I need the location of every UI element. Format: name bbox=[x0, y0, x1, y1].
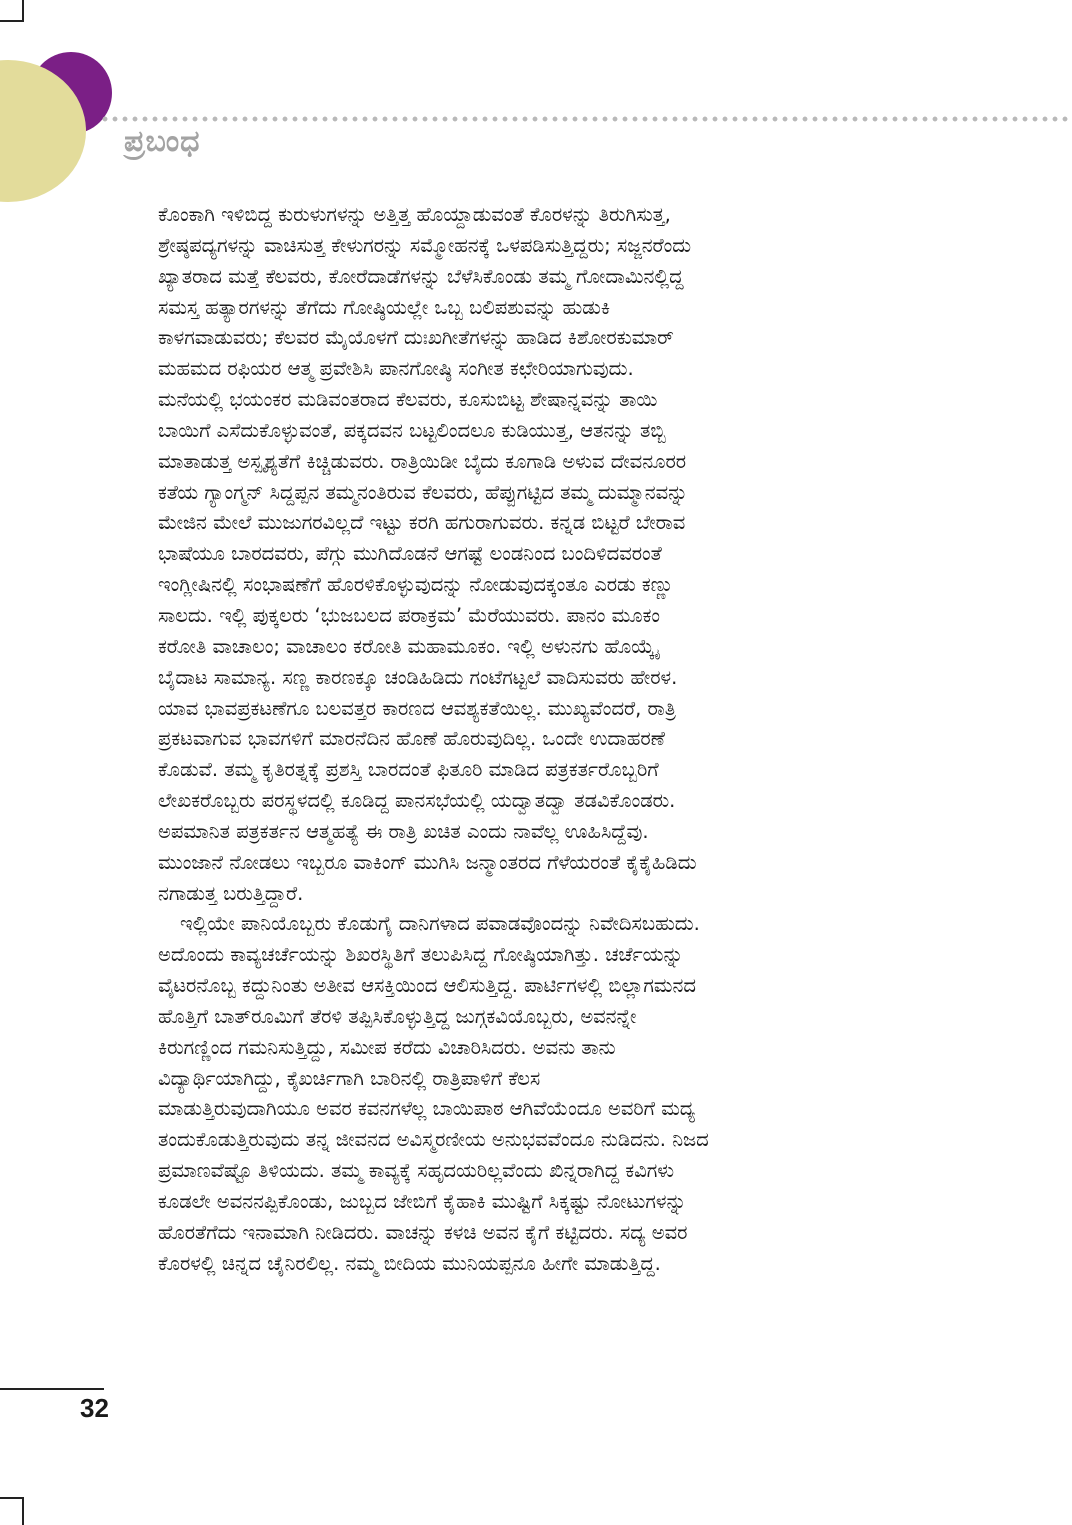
text-line: ಯಾವ ಭಾವಪ್ರಕಟಣೆಗೂ ಬಲವತ್ತರ ಕಾರಣದ ಆವಶ್ಯಕತೆಯಿಲ್ಲ. ಮುಖ್ಯವೆಂದರೆ, ರಾತ್ರಿ bbox=[158, 696, 676, 720]
text-line: ಕೊಂಕಾಗಿ ಇಳಿಬಿದ್ದ ಕುರುಳುಗಳನ್ನು ಅತ್ತಿತ್ತ ಹೊಯ್ದಾಡುವಂತೆ ಕೊರಳನ್ನು ತಿರುಗಿಸುತ್ತ, bbox=[158, 203, 671, 226]
crop-mark-bottom-left-vertical bbox=[22, 1497, 24, 1525]
text-line: ಕೂಡಲೇ ಅವನನಪ್ಪಿಕೊಂಡು, ಜುಬ್ಬದ ಜೇಬಿಗೆ ಕೈಹಾಕಿ ಮುಷ್ಟಿಗೆ ಸಿಕ್ಕಷ್ಟು ನೋಟುಗಳನ್ನು bbox=[158, 1190, 687, 1213]
crop-mark-bottom-left-horizontal bbox=[0, 1497, 24, 1499]
text-line: ಮಾಡುತ್ತಿರುವುದಾಗಿಯೂ ಅವರ ಕವನಗಳೆಲ್ಲ ಬಾಯಿಪಾಠ ಆಗಿವೆಯೆಂದೂ ಅವರಿಗೆ ಮದ್ಯ bbox=[158, 1097, 696, 1121]
essay-body bbox=[158, 200, 918, 1280]
text-line: ಪ್ರಮಾಣವೆಷ್ಟೊ ತಿಳಿಯದು. ತಮ್ಮ ಕಾವ್ಯಕ್ಕೆ ಸಹೃದಯರಿಲ್ಲವೆಂದು ಖಿನ್ನರಾಗಿದ್ದ ಕವಿಗಳು bbox=[158, 1159, 675, 1183]
text-line: ಕೊಡುವೆ. ತಮ್ಮ ಕೃತಿರತ್ನಕ್ಕೆ ಪ್ರಶಸ್ತಿ ಬಾರದಂತೆ ಫಿತೂರಿ ಮಾಡಿದ ಪತ್ರಕರ್ತರೊಬ್ಬರಿಗೆ bbox=[158, 758, 659, 782]
crop-mark-top-left-vertical bbox=[22, 0, 24, 22]
text-line: ಭಾಷೆಯೂ ಬಾರದವರು, ಪೆಗ್ಗು ಮುಗಿದೊಡನೆ ಆಗಷ್ಟೆ ಲಂಡನಿಂದ ಬಂದಿಳಿದವರಂತೆ bbox=[158, 542, 662, 566]
text-line: ಬೈದಾಟ ಸಾಮಾನ್ಯ. ಸಣ್ಣ ಕಾರಣಕ್ಕೂ ಚಂಡಿಹಿಡಿದು ಗಂಟೆಗಟ್ಟಲೆ ವಾದಿಸುವರು ಹೇರಳ. bbox=[158, 665, 678, 689]
text-line: ಸಮಸ್ತ ಹತ್ಯಾರಗಳನ್ನು ತೆಗೆದು ಗೋಷ್ಠಿಯಲ್ಲೇ ಒಬ್ಬ ಬಲಿಪಶುವನ್ನು ಹುಡುಕಿ bbox=[158, 295, 610, 319]
section-title: ಪ್ರಬಂಧ bbox=[124, 124, 201, 159]
text-line: ಲೇಖಕರೊಬ್ಬರು ಪರಸ್ಥಳದಲ್ಲಿ ಕೂಡಿದ್ದ ಪಾನಸಭೆಯಲ್ಲಿ ಯದ್ವಾತದ್ವಾ ತಡವಿಕೊಂಡರು. bbox=[158, 789, 676, 813]
text-line: ಮಹಮದ ರಫಿಯರ ಆತ್ಮ ಪ್ರವೇಶಿಸಿ ಪಾನಗೋಷ್ಠಿ ಸಂಗೀತ ಕಛೇರಿಯಾಗುವುದು. bbox=[158, 357, 634, 381]
text-line: ಕಿರುಗಣ್ಣಿಂದ ಗಮನಿಸುತ್ತಿದ್ದು, ಸಮೀಪ ಕರೆದು ವಿಚಾರಿಸಿದರು. ಅವನು ತಾನು bbox=[158, 1035, 616, 1059]
footer-rule bbox=[0, 1388, 104, 1390]
text-line: ಕತೆಯ ಗ್ಯಾಂಗ್ಮನ್ ಸಿದ್ದಪ್ಪನ ತಮ್ಮನಂತಿರುವ ಕೆಲವರು, ಹೆಪ್ಪುಗಟ್ಟಿದ ತಮ್ಮ ದುಮ್ಮಾನವನ್ನು bbox=[158, 480, 688, 504]
text-line: ಅಪಮಾನಿತ ಪತ್ರಕರ್ತನ ಆತ್ಮಹತ್ಯೆ ಈ ರಾತ್ರಿ ಖಚಿತ ಎಂದು ನಾವೆಲ್ಲ ಊಹಿಸಿದ್ದೆವು. bbox=[158, 819, 649, 843]
text-line: ವೈಟರನೊಬ್ಬ ಕದ್ದುನಿಂತು ಅತೀವ ಆಸಕ್ತಿಯಿಂದ ಆಲಿಸುತ್ತಿದ್ದ. ಪಾರ್ಟಿಗಳಲ್ಲಿ ಬಿಲ್ಲಾಗಮನದ bbox=[158, 974, 696, 998]
text-line: ತಂದುಕೊಡುತ್ತಿರುವುದು ತನ್ನ ಜೀವನದ ಅವಿಸ್ಮರಣೀಯ ಅನುಭವವೆಂದೂ ನುಡಿದನು. ನಿಜದ bbox=[158, 1128, 709, 1152]
text-line: ಮನೆಯಲ್ಲಿ ಭಯಂಕರ ಮಡಿವಂತರಾದ ಕೆಲವರು, ಕೂಸುಬಿಟ್ಟ ಶೇಷಾನ್ನವನ್ನು ತಾಯಿ bbox=[158, 388, 658, 412]
text-line: ಹೊರತೆಗೆದು ಇನಾಮಾಗಿ ನೀಡಿದರು. ವಾಚನ್ನು ಕಳಚಿ ಅವನ ಕೈಗೆ ಕಟ್ಟಿದರು. ಸದ್ಯ ಅವರ bbox=[158, 1220, 688, 1244]
text-line: ಕರೋತಿ ವಾಚಾಲಂ; ವಾಚಾಲಂ ಕರೋತಿ ಮಹಾಮೂಕಂ. ಇಲ್ಲಿ ಅಳುನಗು ಹೊಯ್ಕೈ bbox=[158, 634, 658, 658]
text-line: ಖ್ಯಾತರಾದ ಮತ್ತೆ ಕೆಲವರು, ಕೋರೆದಾಡೆಗಳನ್ನು ಬೆಳೆಸಿಕೊಂಡು ತಮ್ಮ ಗೋದಾಮಿನಲ್ಲಿದ್ದ bbox=[158, 264, 684, 288]
page-number: 32 bbox=[80, 1393, 109, 1423]
text-line: ಮೇಜಿನ ಮೇಲೆ ಮುಜುಗರವಿಲ್ಲದೆ ಇಟ್ಟು ಕರಗಿ ಹಗುರಾಗುವರು. ಕನ್ನಡ ಬಿಟ್ಟರೆ ಬೇರಾವ bbox=[158, 511, 686, 535]
text-line: ಪ್ರಕಟವಾಗುವ ಭಾವಗಳಿಗೆ ಮಾರನೆದಿನ ಹೊಣೆ ಹೊರುವುದಿಲ್ಲ. ಒಂದೇ ಉದಾಹರಣೆ bbox=[158, 727, 665, 751]
text-line: ಸಾಲದು. ಇಲ್ಲಿ ಪುಕ್ಕಲರು ‘ಭುಜಬಲದ ಪರಾಕ್ರಮ’ ಮೆರೆಯುವರು. ಪಾನಂ ಮೂಕಂ bbox=[158, 603, 661, 627]
text-line: ಹೊತ್ತಿಗೆ ಬಾತ್‌ರೂಮಿಗೆ ತೆರಳಿ ತಪ್ಪಿಸಿಕೊಳ್ಳುತ್ತಿದ್ದ ಜುಗ್ಗಕವಿಯೊಬ್ಬರು, ಅವನನ್ನೇ bbox=[158, 1004, 637, 1028]
dotted-header-rule bbox=[100, 116, 1072, 122]
text-line: ನಗಾಡುತ್ತ ಬರುತ್ತಿದ್ದಾರೆ. bbox=[158, 881, 304, 905]
text-line: ಕೊರಳಲ್ಲಿ ಚಿನ್ನದ ಚೈನಿರಲಿಲ್ಲ. ನಮ್ಮ ಬೀದಿಯ ಮುನಿಯಪ್ಪನೂ ಹೀಗೇ ಮಾಡುತ್ತಿದ್ದ. bbox=[158, 1251, 661, 1275]
text-line: ವಿದ್ಯಾರ್ಥಿಯಾಗಿದ್ದು, ಕೈಖರ್ಚಿಗಾಗಿ ಬಾರಿನಲ್ಲಿ ರಾತ್ರಿಪಾಳಿಗೆ ಕೆಲಸ bbox=[158, 1066, 541, 1090]
text-line: ಮಾತಾಡುತ್ತ ಅಸ್ಪೃಶ್ಯತೆಗೆ ಕಿಚ್ಚಿಡುವರು. ರಾತ್ರಿಯಿಡೀ ಬೈದು ಕೂಗಾಡಿ ಅಳುವ ದೇವನೂರರ bbox=[158, 449, 687, 473]
crop-mark-top-left-horizontal bbox=[0, 20, 24, 22]
text-line: ಬಾಯಿಗೆ ಎಸೆದುಕೊಳ್ಳುವಂತೆ, ಪಕ್ಕದವನ ಬಟ್ಟಲಿಂದಲೂ ಕುಡಿಯುತ್ತ, ಆತನನ್ನು ತಬ್ಬಿ bbox=[158, 418, 666, 442]
text-line: ಶ್ರೇಷ್ಠಪದ್ಯಗಳನ್ನು ವಾಚಿಸುತ್ತ ಕೇಳುಗರನ್ನು ಸಮ್ಮೋಹನಕ್ಕೆ ಒಳಪಡಿಸುತ್ತಿದ್ದರು; ಸಜ್ಜನರೆಂದು bbox=[158, 233, 692, 257]
text-line: ಅದೊಂದು ಕಾವ್ಯಚರ್ಚೆಯನ್ನು ಶಿಖರಸ್ಥಿತಿಗೆ ತಲುಪಿಸಿದ್ದ ಗೋಷ್ಠಿಯಾಗಿತ್ತು. ಚರ್ಚೆಯನ್ನು bbox=[158, 943, 684, 967]
text-line: ಇಂಗ್ಲೀಷಿನಲ್ಲಿ ಸಂಭಾಷಣೆಗೆ ಹೊರಳಿಕೊಳ್ಳುವುದನ್ನು ನೋಡುವುದಕ್ಕಂತೂ ಎರಡು ಕಣ್ಣು bbox=[158, 573, 674, 597]
text-line: ಕಾಳಗವಾಡುವರು; ಕೆಲವರ ಮೈಯೊಳಗೆ ದುಃಖಗೀತೆಗಳನ್ನು ಹಾಡಿದ ಕಿಶೋರಕುಮಾರ್ bbox=[158, 326, 674, 350]
text-line: ಮುಂಜಾನೆ ನೋಡಲು ಇಬ್ಬರೂ ವಾಕಿಂಗ್ ಮುಗಿಸಿ ಜನ್ಮಾಂತರದ ಗೆಳೆಯರಂತೆ ಕೈಕೈಹಿಡಿದು bbox=[158, 850, 697, 874]
paragraph-start-line: ಇಲ್ಲಿಯೇ ಪಾನಿಯೊಬ್ಬರು ಕೊಡುಗೈ ದಾನಿಗಳಾದ ಪವಾಡವೊಂದನ್ನು ನಿವೇದಿಸಬಹುದು. bbox=[180, 912, 700, 936]
